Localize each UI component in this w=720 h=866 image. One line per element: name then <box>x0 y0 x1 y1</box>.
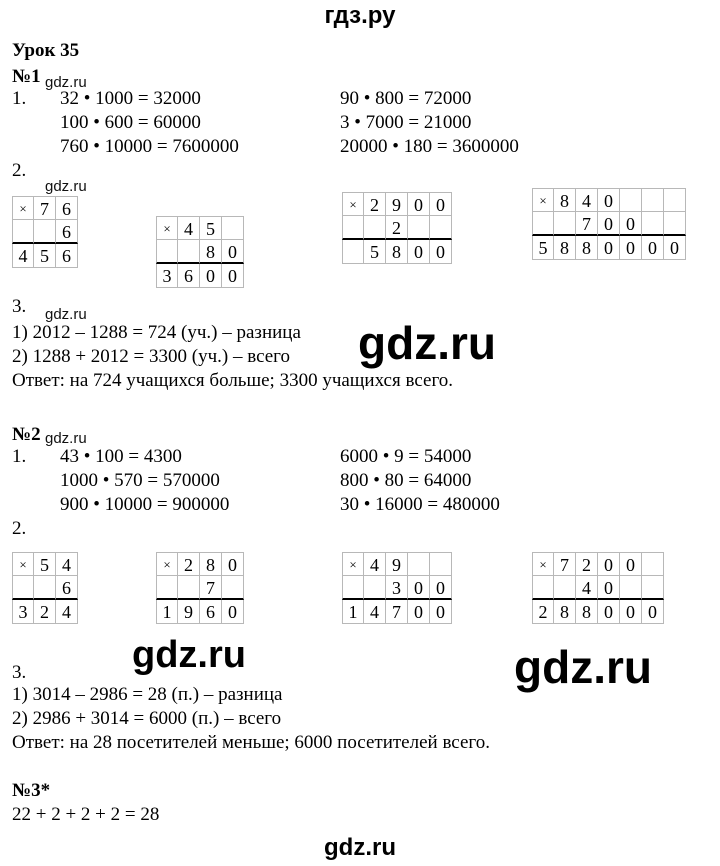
equation: 1000 • 570 = 570000 <box>60 470 220 491</box>
grid-cell: 7 <box>554 552 576 576</box>
grid-cell: 4 <box>12 244 34 268</box>
grid-cell <box>156 576 178 600</box>
grid-cell <box>620 188 642 212</box>
grid-cell: 7 <box>576 212 598 236</box>
multiplication-grid <box>532 552 664 624</box>
grid-cell <box>532 576 554 600</box>
grid-cell: 0 <box>620 236 642 260</box>
task-1-part-2-num: 2. <box>12 160 27 181</box>
grid-cell: 0 <box>222 600 244 624</box>
grid-cell: 4 <box>56 552 78 576</box>
grid-cell: 0 <box>408 576 430 600</box>
watermark: gdz.ru <box>45 178 87 195</box>
grid-cell: 0 <box>598 552 620 576</box>
solution-line: 1) 3014 – 2986 = 28 (п.) – разница <box>12 684 283 705</box>
equation: 6000 • 9 = 54000 <box>340 446 472 467</box>
grid-cell: 0 <box>408 192 430 216</box>
grid-cell: 0 <box>598 212 620 236</box>
equation: 22 + 2 + 2 + 2 = 28 <box>12 804 160 825</box>
grid-cell <box>342 216 364 240</box>
grid-cell: 5 <box>532 236 554 260</box>
grid-cell: 1 <box>156 600 178 624</box>
grid-cell: 0 <box>430 600 452 624</box>
task-3-title: №3* <box>12 780 51 801</box>
grid-cell: 0 <box>430 192 452 216</box>
grid-cell <box>664 212 686 236</box>
grid-cell: 4 <box>56 600 78 624</box>
grid-cell: 0 <box>664 236 686 260</box>
grid-cell <box>34 220 56 244</box>
equation: 100 • 600 = 60000 <box>60 112 201 133</box>
grid-cell: 0 <box>598 236 620 260</box>
grid-cell: 0 <box>408 600 430 624</box>
watermark: gdz.ru <box>324 834 396 861</box>
grid-cell <box>554 212 576 236</box>
grid-cell: 0 <box>598 576 620 600</box>
grid-cell: 4 <box>364 552 386 576</box>
grid-cell: 7 <box>200 576 222 600</box>
multiplication-grid <box>12 552 78 624</box>
grid-cell: 9 <box>386 552 408 576</box>
grid-cell <box>178 576 200 600</box>
multiply-sign: × <box>156 552 178 576</box>
grid-cell: 0 <box>620 552 642 576</box>
answer-line: Ответ: на 724 учащихся больше; 3300 учащихся всего. <box>12 370 454 391</box>
equation: 760 • 10000 = 7600000 <box>60 136 239 157</box>
grid-cell <box>364 216 386 240</box>
multiply-sign: × <box>342 192 364 216</box>
grid-cell <box>342 576 364 600</box>
multiplication-grid <box>12 196 78 268</box>
solution-line: 2) 2986 + 3014 = 6000 (п.) – всего <box>12 708 282 729</box>
multiplication-grid <box>156 216 244 288</box>
grid-cell: 4 <box>178 216 200 240</box>
grid-cell: 8 <box>554 236 576 260</box>
grid-cell <box>642 576 664 600</box>
grid-cell <box>12 576 34 600</box>
grid-cell: 0 <box>222 264 244 288</box>
multiplication-grid <box>532 188 686 260</box>
grid-cell: 6 <box>200 600 222 624</box>
grid-cell <box>178 240 200 264</box>
watermark: gdz.ru <box>358 317 496 369</box>
multiplication-grid <box>342 192 452 264</box>
multiplication-grid <box>342 552 452 624</box>
grid-cell: 6 <box>56 220 78 244</box>
grid-cell: 2 <box>576 552 598 576</box>
grid-cell: 8 <box>576 236 598 260</box>
grid-cell: 3 <box>156 264 178 288</box>
watermark: gdz.ru <box>45 430 87 447</box>
grid-cell <box>554 576 576 600</box>
grid-cell: 0 <box>642 600 664 624</box>
equation: 32 • 1000 = 32000 <box>60 88 201 109</box>
grid-cell: 0 <box>598 188 620 212</box>
watermark: gdz.ru <box>132 634 246 676</box>
lesson-title: Урок 35 <box>12 40 80 61</box>
multiplication-grid <box>156 552 244 624</box>
grid-cell: 8 <box>200 552 222 576</box>
equation: 43 • 100 = 4300 <box>60 446 182 467</box>
site-header: гдз.ру <box>324 2 396 29</box>
grid-cell: 2 <box>178 552 200 576</box>
equation: 90 • 800 = 72000 <box>340 88 472 109</box>
grid-cell <box>642 212 664 236</box>
grid-cell <box>364 576 386 600</box>
equation: 900 • 10000 = 900000 <box>60 494 230 515</box>
grid-cell <box>408 216 430 240</box>
grid-cell: 9 <box>386 192 408 216</box>
grid-cell: 0 <box>200 264 222 288</box>
equation: 800 • 80 = 64000 <box>340 470 472 491</box>
grid-cell: 3 <box>12 600 34 624</box>
grid-cell: 0 <box>620 212 642 236</box>
answer-line: Ответ: на 28 посетителей меньше; 6000 посетителей всего. <box>12 732 490 753</box>
grid-cell: 0 <box>222 240 244 264</box>
watermark: gdz.ru <box>45 74 87 91</box>
grid-cell: 2 <box>386 216 408 240</box>
grid-cell: 0 <box>408 240 430 264</box>
watermark: gdz.ru <box>514 641 652 693</box>
multiply-sign: × <box>532 188 554 212</box>
grid-cell <box>34 576 56 600</box>
grid-cell: 8 <box>554 600 576 624</box>
grid-cell: 8 <box>576 600 598 624</box>
solution-line: 2) 1288 + 2012 = 3300 (уч.) – всего <box>12 346 290 367</box>
grid-cell: 0 <box>620 600 642 624</box>
grid-cell: 5 <box>364 240 386 264</box>
equation: 3 • 7000 = 21000 <box>340 112 472 133</box>
grid-cell <box>222 576 244 600</box>
grid-cell <box>222 216 244 240</box>
grid-cell: 5 <box>34 552 56 576</box>
grid-cell: 2 <box>532 600 554 624</box>
grid-cell <box>642 188 664 212</box>
multiply-sign: × <box>342 552 364 576</box>
equation: 30 • 16000 = 480000 <box>340 494 500 515</box>
solution-line: 1) 2012 – 1288 = 724 (уч.) – разница <box>12 322 301 343</box>
grid-cell <box>532 212 554 236</box>
grid-cell <box>12 220 34 244</box>
grid-cell: 0 <box>642 236 664 260</box>
grid-cell: 7 <box>34 196 56 220</box>
grid-cell <box>664 188 686 212</box>
grid-cell: 5 <box>200 216 222 240</box>
grid-cell <box>430 552 452 576</box>
grid-cell: 6 <box>178 264 200 288</box>
multiply-sign: × <box>12 196 34 220</box>
grid-cell: 9 <box>178 600 200 624</box>
equation: 20000 • 180 = 3600000 <box>340 136 519 157</box>
grid-cell: 0 <box>598 600 620 624</box>
grid-cell: 6 <box>56 576 78 600</box>
grid-cell: 8 <box>200 240 222 264</box>
grid-cell: 4 <box>576 576 598 600</box>
grid-cell: 0 <box>430 240 452 264</box>
grid-cell: 6 <box>56 196 78 220</box>
grid-cell <box>408 552 430 576</box>
grid-cell: 0 <box>430 576 452 600</box>
multiply-sign: × <box>12 552 34 576</box>
task-1-title: №1 <box>12 66 41 87</box>
task-2-part-3-num: 3. <box>12 662 27 683</box>
grid-cell <box>620 576 642 600</box>
grid-cell: 3 <box>386 576 408 600</box>
grid-cell <box>156 240 178 264</box>
grid-cell: 6 <box>56 244 78 268</box>
grid-cell: 0 <box>222 552 244 576</box>
task-2-title: №2 <box>12 424 41 445</box>
grid-cell: 2 <box>364 192 386 216</box>
watermark: gdz.ru <box>45 306 87 323</box>
grid-cell: 2 <box>34 600 56 624</box>
grid-cell <box>642 552 664 576</box>
grid-cell <box>430 216 452 240</box>
grid-cell: 8 <box>554 188 576 212</box>
grid-cell: 8 <box>386 240 408 264</box>
grid-cell: 4 <box>576 188 598 212</box>
grid-cell <box>342 240 364 264</box>
grid-cell: 1 <box>342 600 364 624</box>
task-2-part-1-num: 1. <box>12 446 27 467</box>
grid-cell: 4 <box>364 600 386 624</box>
grid-cell: 5 <box>34 244 56 268</box>
grid-cell: 7 <box>386 600 408 624</box>
task-2-part-2-num: 2. <box>12 518 27 539</box>
task-1-part-3-num: 3. <box>12 296 27 317</box>
task-1-part-1-num: 1. <box>12 88 27 109</box>
multiply-sign: × <box>156 216 178 240</box>
multiply-sign: × <box>532 552 554 576</box>
